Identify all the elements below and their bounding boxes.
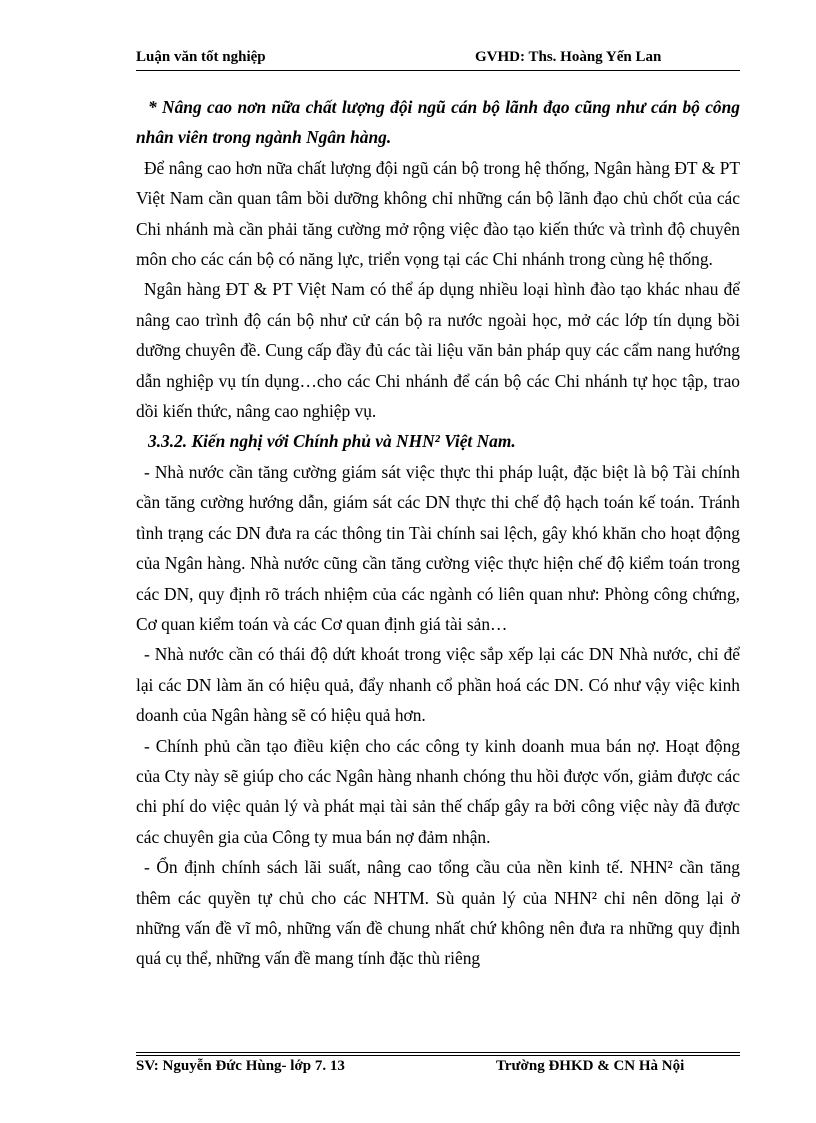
header-thesis-label: Luận văn tốt nghiệp bbox=[136, 49, 266, 65]
paragraph-soe-restructuring: - Nhà nước cần có thái độ dứt khoát trong việc sắp xếp lại các DN Nhà nước, chỉ để lại các DN làm ăn có hiệu quả, đẩy nhanh cổ phần hoá các DN. Có như vậy việc kinh doanh của Ngân hàng sẽ có hiệu quả hơn. bbox=[136, 644, 740, 726]
paragraph-debt-trading: - Chính phủ cần tạo điều kiện cho các công ty kinh doanh mua bán nợ. Hoạt động của Cty này sẽ giúp cho các Ngân hàng nhanh chóng thu hồi được vốn, giảm được các chi phí do việc quản lý và phát mại tài sản thế chấp gây ra bởi công việc này đã được các chuyên gia của Công ty mua bán nợ đảm nhận. bbox=[136, 735, 740, 847]
footer-student: SV: Nguyễn Đức Hùng- lớp 7. 13 bbox=[136, 1058, 345, 1074]
footer-rule-top bbox=[136, 1052, 740, 1053]
section-heading-3-3-2: 3.3.2. Kiến nghị với Chính phủ và NHN² Việt Nam. bbox=[148, 431, 516, 452]
paragraph-interest-policy: - Ổn định chính sách lãi suất, nâng cao tổng cầu của nền kinh tế. NHN² cần tăng thêm các quyền tự chủ cho các NHTM. Sù quản lý của NHN² chỉ nên dõng lại ở những vấn đề vĩ mô, những vấn đề chung nhất chứ không nên đưa ra những quy định quá cụ thể, những vấn đề mang tính đặc thù riêng bbox=[136, 857, 740, 969]
page-header bbox=[136, 49, 740, 69]
paragraph-staff-training: Để nâng cao hơn nữa chất lượng đội ngũ cán bộ trong hệ thống, Ngân hàng ĐT & PT Việt Nam cần quan tâm bồi dưỡng không chỉ những cán bộ lãnh đạo chủ chốt của các Chi nhánh mà cần phải tăng cường mở rộng việc đào tạo kiến thức và trình độ chuyên môn cho các cán bộ có năng lực, triển vọng tại các Chi nhánh trong cùng hệ thống. bbox=[136, 157, 740, 270]
header-rule bbox=[136, 70, 740, 71]
document-body bbox=[136, 92, 740, 974]
paragraph-state-supervision: - Nhà nước cần tăng cường giám sát việc thực thi pháp luật, đặc biệt là bộ Tài chính cần tăng cường hướng dẫn, giám sát các DN thực thi chế độ hạch toán kế toán. Tránh tình trạng các DN đưa ra các thông tin Tài chính sai lệch, gây khó khăn cho hoạt động của Ngân hàng. Nhà nước cũng cần tăng cường việc thực hiện chế độ kiểm toán trong các DN, quy định rõ trách nhiệm của các ngành có liên quan như: Phòng công chứng, Cơ quan kiểm toán và các Cơ quan định giá tài sản… bbox=[136, 461, 740, 634]
header-supervisor: GVHD: Ths. Hoàng Yến Lan bbox=[475, 49, 662, 65]
page-footer bbox=[136, 1058, 740, 1078]
footer-school: Trường ĐHKD & CN Hà Nội bbox=[496, 1058, 685, 1074]
section-heading-staff-quality: * Nâng cao nơn nữa chất lượng đội ngũ cán bộ lãnh đạo cũng như cán bộ công nhân viên trong ngành Ngân hàng. bbox=[136, 97, 740, 148]
footer-rule-bottom bbox=[136, 1055, 740, 1056]
paragraph-training-types: Ngân hàng ĐT & PT Việt Nam có thể áp dụng nhiều loại hình đào tạo khác nhau để nâng cao trình độ cán bộ như cử cán bộ ra nước ngoài học, mở các lớp tín dụng bồi dưỡng chuyên đề. Cung cấp đầy đủ các tài liệu văn bản pháp quy các cẩm nang hướng dẫn nghiệp vụ tín dụng…cho các Chi nhánh để cán bộ các Chi nhánh tự học tập, trao dồi kiến thức, nâng cao nghiệp vụ. bbox=[136, 279, 740, 422]
